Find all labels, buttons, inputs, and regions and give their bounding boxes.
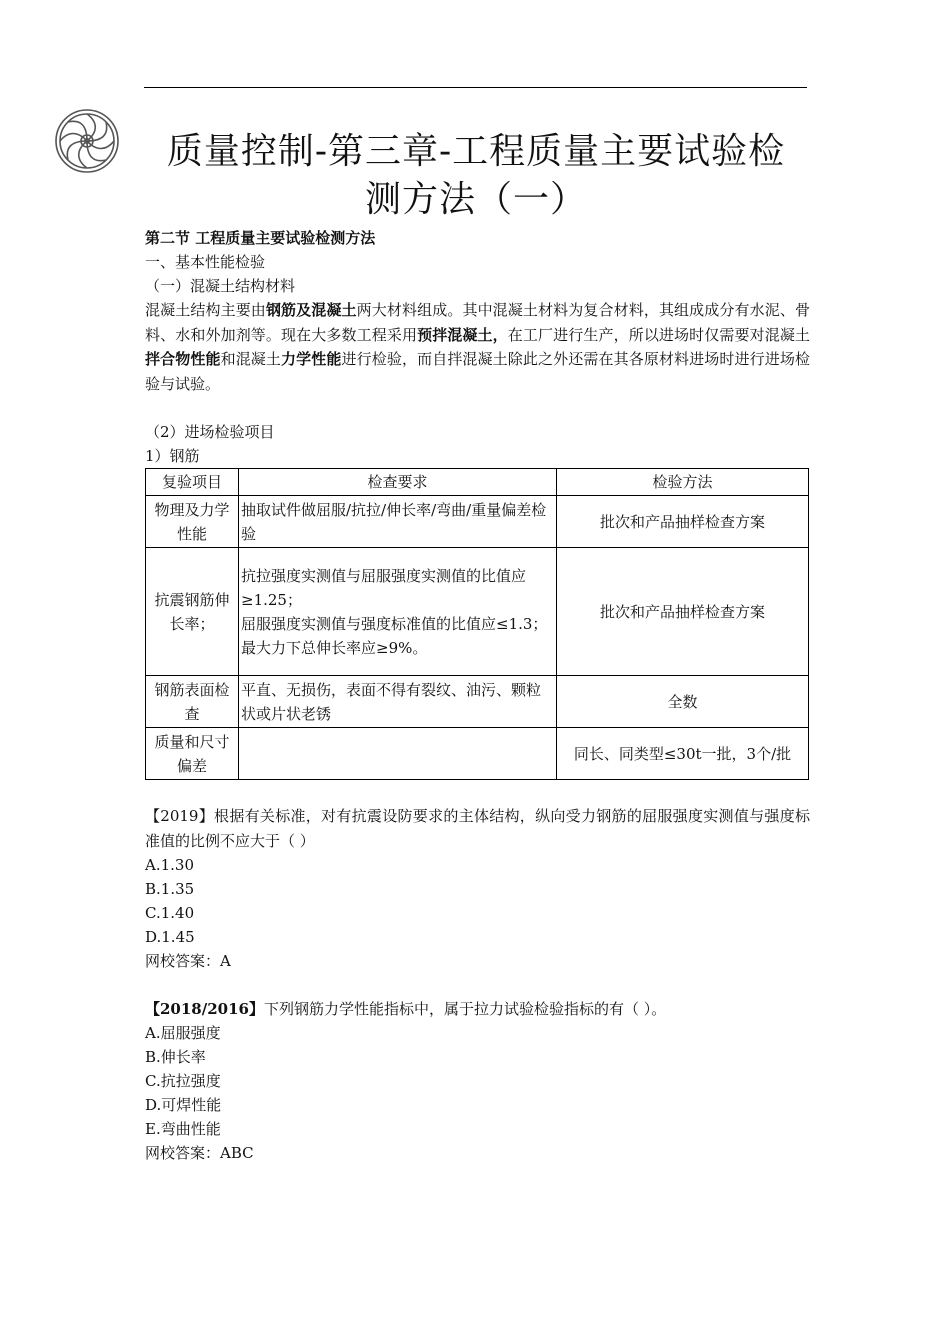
question-option: A.1.30	[145, 856, 194, 874]
table-header-cell: 复验项目	[146, 469, 239, 496]
heading-concrete-materials: （一）混凝土结构材料	[145, 277, 296, 295]
question-option: E.弯曲性能	[145, 1120, 221, 1138]
question-option: A.屈服强度	[145, 1024, 221, 1042]
intro-text: 混凝土结构主要由	[145, 301, 266, 319]
question-2018-stem	[145, 997, 810, 1021]
heading-entry-inspection: （2）进场检验项目	[145, 423, 275, 441]
page-title: 质量控制-第三章-工程质量主要试验检测方法（一）	[166, 131, 786, 220]
table-header-cell: 检查要求	[239, 469, 557, 496]
question-option: C.抗拉强度	[145, 1072, 221, 1090]
requirement-line: 最大力下总伸长率应≥9%。	[241, 638, 428, 657]
table-cell-item: 钢筋表面检查	[146, 676, 239, 728]
emphasis-text: 钢筋及混凝土	[265, 301, 357, 319]
question-year-tag: 【2018/2016】	[145, 1000, 264, 1018]
question-option: B.伸长率	[145, 1048, 206, 1066]
table-row	[146, 548, 809, 676]
question-option: D.1.45	[145, 928, 195, 946]
heading-rebar: 1）钢筋	[145, 447, 200, 465]
table-cell-item: 抗震钢筋伸长率；	[146, 548, 239, 676]
table-row	[146, 496, 809, 548]
question-option: D.可焊性能	[145, 1096, 222, 1114]
table-header-cell: 检验方法	[557, 469, 809, 496]
table-row	[146, 676, 809, 728]
emphasis-text: 力学性能	[281, 350, 342, 368]
table-cell-method: 批次和产品抽样检查方案	[557, 496, 809, 548]
rebar-inspection-table	[145, 468, 809, 780]
intro-paragraph	[145, 298, 810, 396]
emphasis-text: 预拌混凝土，	[417, 325, 508, 344]
question-option: B.1.35	[145, 880, 195, 898]
intro-text: 两大材料组成。其中混凝土材料为复合材料，其组成成分有水泥、骨料、水和外加剂等。现在大多数工程采用	[145, 301, 810, 344]
requirement-line: 屈服强度实测值与强度标准值的比值应≤1.3；	[241, 614, 548, 633]
question-stem-text: 下列钢筋力学性能指标中，属于拉力试验检验指标的有（ ）。	[263, 1000, 667, 1018]
intro-text: 和混凝土	[220, 350, 282, 368]
table-cell-method: 同长、同类型≤30t一批，3个/批	[557, 728, 809, 780]
table-cell-item: 物理及力学性能	[146, 496, 239, 548]
table-cell-item: 质量和尺寸偏差	[146, 728, 239, 780]
question-2019-stem: 【2019】根据有关标准，对有抗震设防要求的主体结构，纵向受力钢筋的屈服强度实测值与强度标准值的比例不应大于（ ）	[145, 807, 810, 850]
logo-emblem-icon	[54, 108, 120, 174]
question-answer: 网校答案：ABC	[145, 1144, 254, 1162]
question-answer: 网校答案：A	[145, 952, 231, 970]
intro-text: 在工厂进行生产，所以进场时仅需要对混凝土	[507, 325, 810, 344]
table-cell-method: 批次和产品抽样检查方案	[557, 548, 809, 676]
table-cell-requirement: 抽取试件做屈服/抗拉/伸长率/弯曲/重量偏差检验	[239, 496, 557, 548]
table-cell-requirement	[239, 548, 557, 676]
requirement-line: 抗拉强度实测值与屈服强度实测值的比值应≥1.25；	[241, 566, 527, 609]
table-cell-requirement	[239, 728, 557, 780]
emphasis-text: 拌合物性能	[145, 350, 221, 368]
table-row	[146, 728, 809, 780]
question-option: C.1.40	[145, 904, 195, 922]
table-cell-requirement: 平直、无损伤，表面不得有裂纹、油污、颗粒状或片状老锈	[239, 676, 557, 728]
document-body	[145, 226, 810, 1165]
heading-basic-performance: 一、基本性能检验	[145, 253, 266, 271]
table-cell-method: 全数	[557, 676, 809, 728]
intro-text: 进行检验，而自拌混凝土除此之外还需在其各原材料进场时进行进场检验与试验。	[145, 350, 810, 393]
table-header-row	[146, 469, 809, 496]
header-rule	[144, 87, 807, 88]
section-heading: 第二节 工程质量主要试验检测方法	[145, 229, 376, 247]
